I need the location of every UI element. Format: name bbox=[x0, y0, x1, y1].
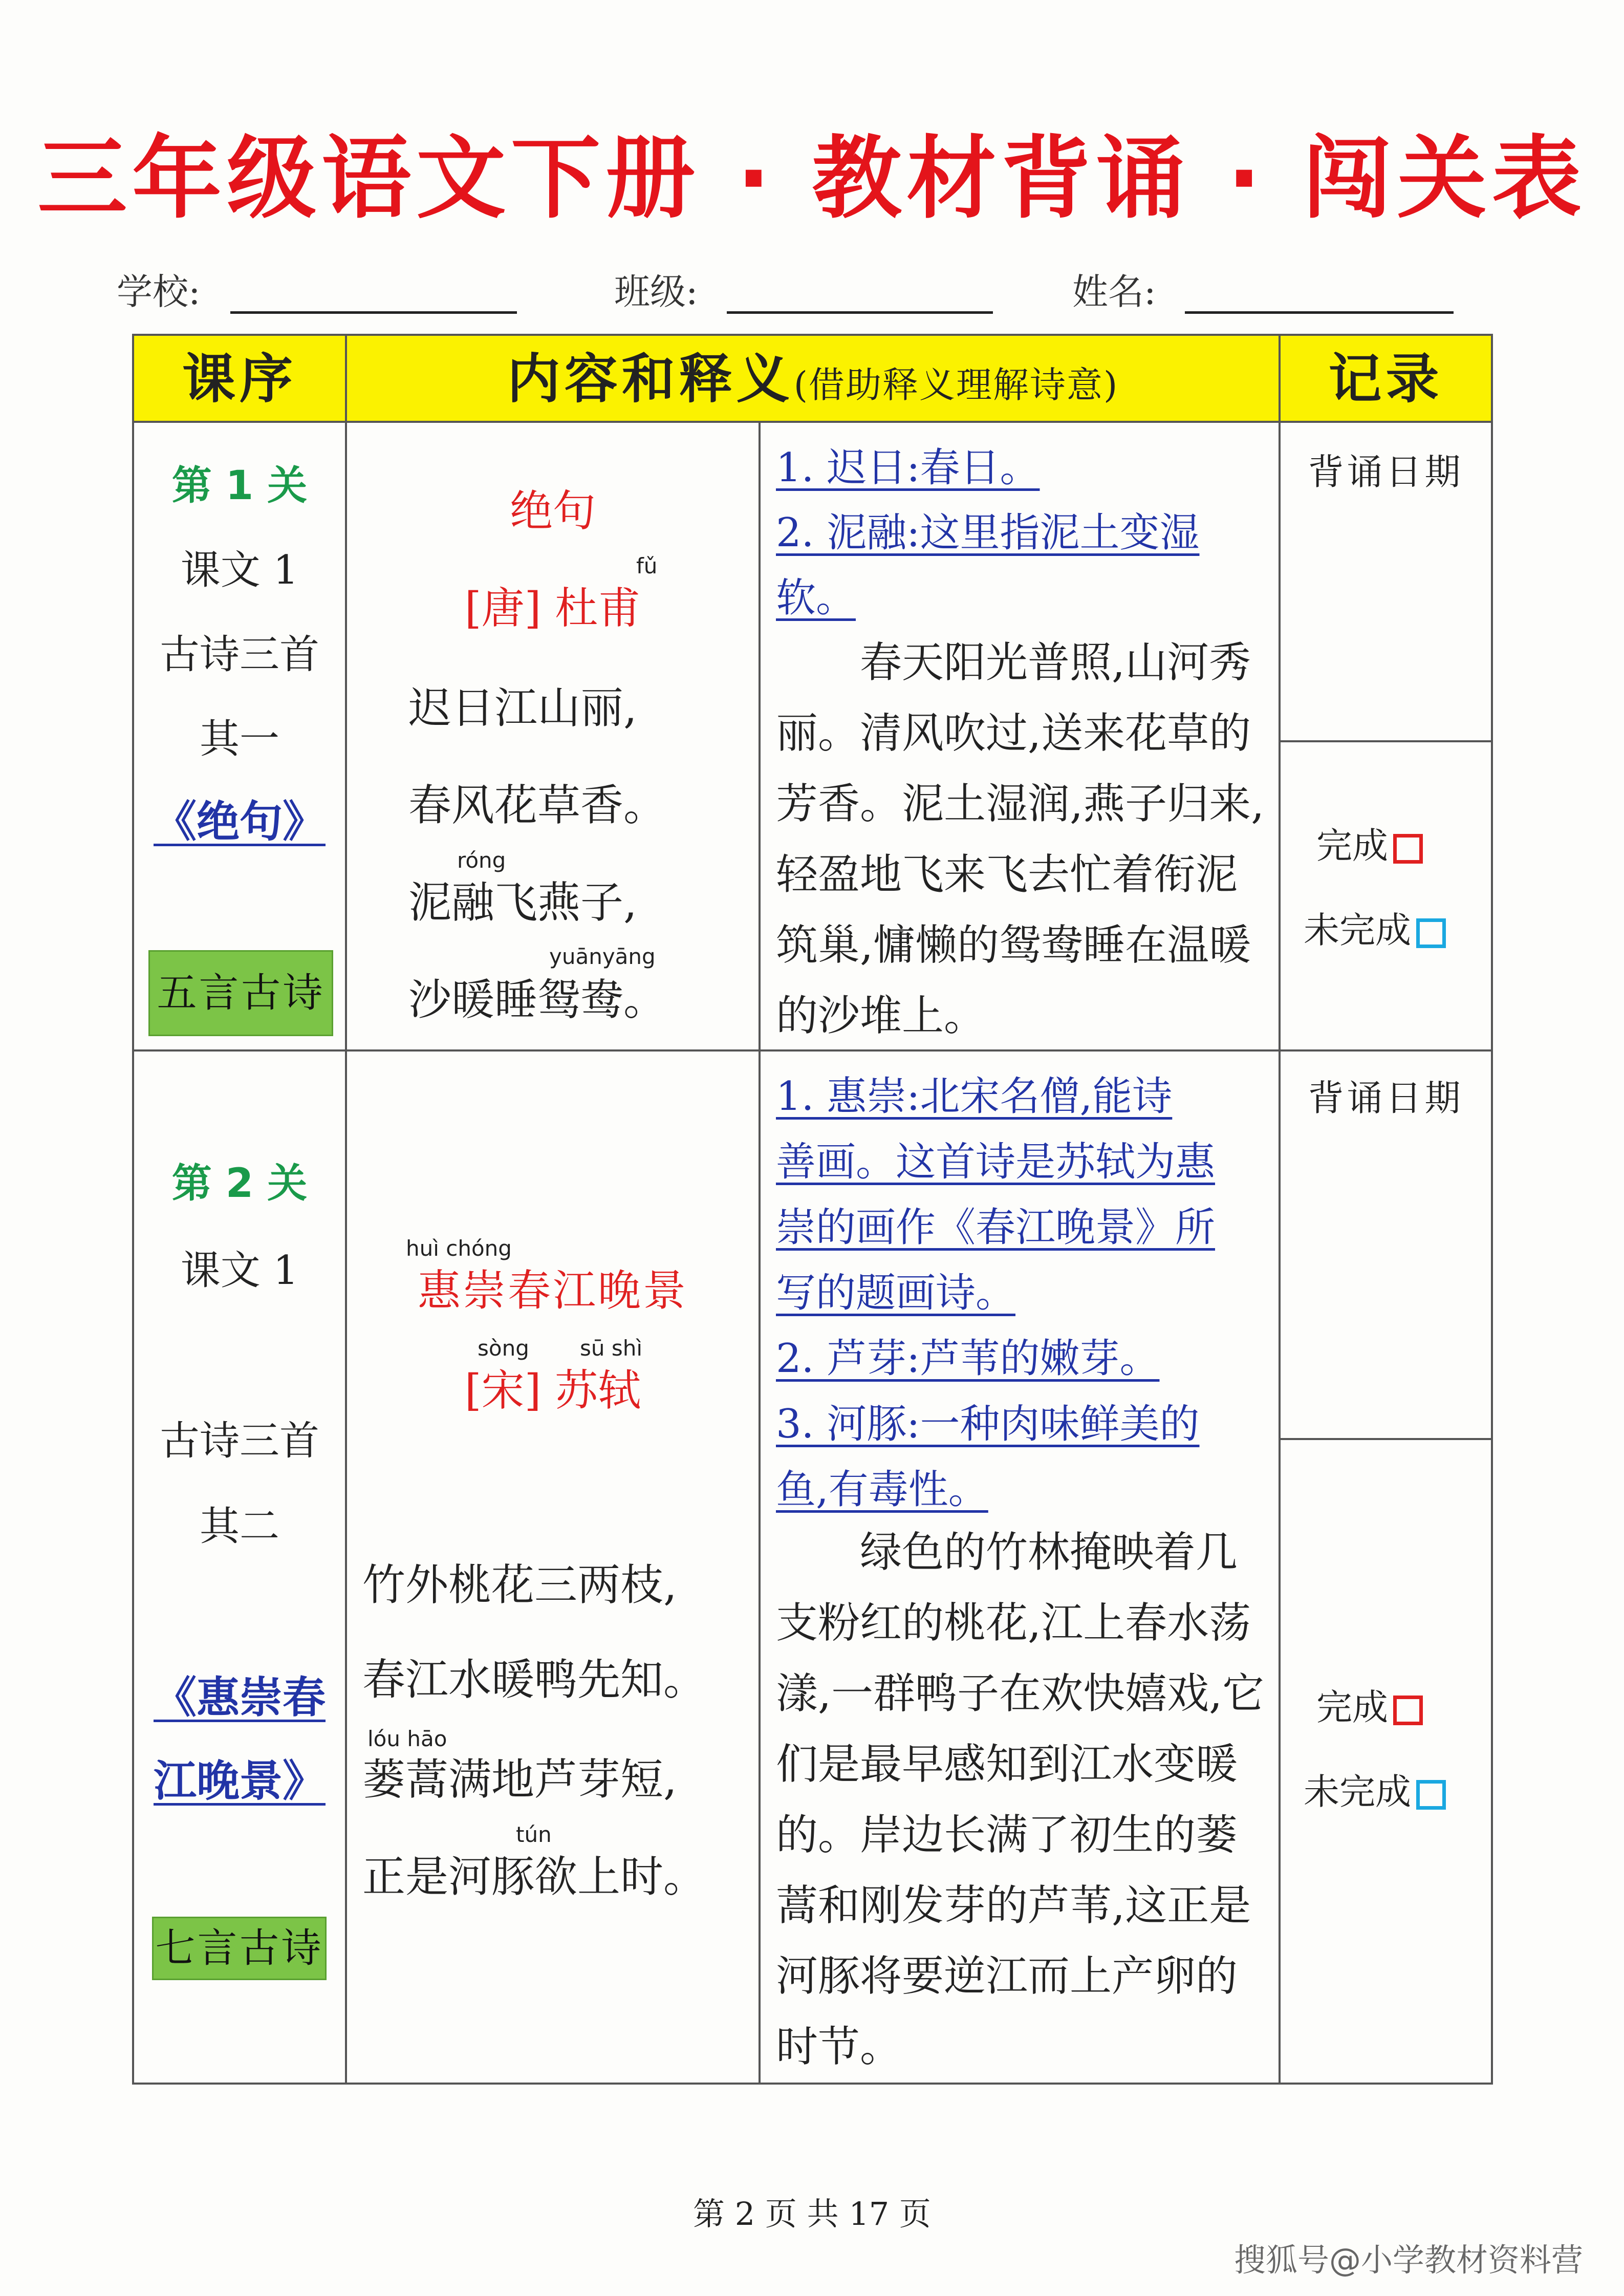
recite-date-label: 背诵日期 bbox=[1308, 451, 1464, 493]
not-done-option[interactable]: 未完成 bbox=[1304, 902, 1446, 953]
record-cell bbox=[1280, 422, 1492, 1050]
pinyin-annotation: róng bbox=[457, 848, 506, 873]
explanation-text: 绿色的竹林掩映着几支粉红的桃花,江上春水荡漾,一群鸭子在欢快嬉戏,它们是最早感知到江水变暖的。岸边长满了初生的蒌蒿和刚发芽的芦苇,这正是河豚将要逆江而上产卵的时节。 bbox=[776, 1528, 1265, 2071]
name-field[interactable] bbox=[1185, 311, 1454, 314]
note-line: 鱼,有毒性。 bbox=[776, 1467, 988, 1513]
poem-line: 竹外桃花三两枝, bbox=[362, 1560, 677, 1610]
pinyin-annotation: fǔ bbox=[636, 553, 658, 578]
class-label: 班级: bbox=[614, 271, 698, 313]
poem-form-tag: 五言古诗 bbox=[148, 950, 333, 1036]
poem-line: 蒌蒿满地芦芽短, bbox=[362, 1754, 677, 1805]
recitation-table bbox=[132, 334, 1493, 2085]
explanation-cell bbox=[760, 422, 1280, 1050]
table-header bbox=[133, 335, 1492, 422]
note-line: 善画。这首诗是苏轼为惠 bbox=[776, 1139, 1216, 1185]
note-line: 1. 惠崇:北宋名僧,能诗 bbox=[776, 1074, 1173, 1120]
poem-line: 沙暖睡鸳鸯。 bbox=[408, 975, 667, 1025]
pinyin-annotation: sū shì bbox=[580, 1336, 643, 1361]
name-label: 姓名: bbox=[1072, 271, 1156, 313]
poem-line: 泥融飞燕子, bbox=[408, 877, 637, 928]
poem-link[interactable]: 《绝句》 bbox=[153, 796, 326, 847]
pinyin-annotation: lóu hāo bbox=[367, 1726, 447, 1751]
poem-link[interactable]: 江晚景》 bbox=[153, 1755, 326, 1806]
note-line: 软。 bbox=[776, 575, 856, 621]
poem-line: 春江水暖鸭先知。 bbox=[362, 1655, 707, 1705]
poem-line: 春风花草香。 bbox=[408, 780, 667, 830]
poem-author: [唐] 杜甫 bbox=[464, 583, 641, 633]
page-title: 三年级语文下册 · 教材背诵 · 闯关表 bbox=[37, 127, 1587, 231]
school-field[interactable] bbox=[230, 311, 517, 314]
level-cell bbox=[133, 1050, 346, 2084]
poem-cell bbox=[346, 422, 760, 1050]
poem-line: 正是河豚欲上时。 bbox=[362, 1852, 707, 1902]
checkbox-icon[interactable] bbox=[1393, 1696, 1423, 1725]
poem-title: 绝句 bbox=[509, 486, 596, 536]
poem-title: 惠崇春江晚景 bbox=[417, 1265, 688, 1316]
table-row bbox=[133, 1050, 1492, 2084]
level-label: 第 2 关 bbox=[171, 1161, 308, 1207]
lesson-label: 课文 1 bbox=[180, 1248, 299, 1294]
header-record: 记录 bbox=[1280, 335, 1492, 422]
pinyin-annotation: tún bbox=[516, 1822, 552, 1847]
level-label: 第 1 关 bbox=[171, 463, 308, 509]
pinyin-annotation: sòng bbox=[478, 1336, 529, 1361]
lesson-label: 课文 1 bbox=[180, 547, 299, 593]
done-option[interactable]: 完成 bbox=[1316, 1679, 1423, 1730]
checkbox-icon[interactable] bbox=[1416, 1780, 1446, 1810]
note-line: 写的题画诗。 bbox=[776, 1270, 1016, 1316]
part-label: 其二 bbox=[199, 1504, 279, 1550]
page-number: 第 2 页 共 17 页 bbox=[693, 2195, 931, 2233]
series-label: 古诗三首 bbox=[159, 632, 319, 678]
note-line: 3. 河豚:一种肉味鲜美的 bbox=[776, 1401, 1200, 1447]
table-row bbox=[133, 422, 1492, 1050]
school-label: 学校: bbox=[117, 271, 201, 313]
note-line: 2. 泥融:这里指泥土变湿 bbox=[776, 510, 1200, 556]
recite-date-label: 背诵日期 bbox=[1308, 1077, 1464, 1119]
level-cell bbox=[133, 422, 346, 1050]
done-option[interactable]: 完成 bbox=[1316, 817, 1423, 869]
explanation-cell bbox=[760, 1050, 1280, 2084]
poem-form-tag: 七言古诗 bbox=[152, 1917, 327, 1980]
pinyin-annotation: yuānyāng bbox=[549, 944, 656, 969]
note-line: 1. 迟日:春日。 bbox=[776, 445, 1040, 491]
checkbox-icon[interactable] bbox=[1393, 834, 1423, 864]
poem-link[interactable]: 《惠崇春 bbox=[153, 1672, 326, 1723]
not-done-option[interactable]: 未完成 bbox=[1304, 1763, 1446, 1815]
checkbox-icon[interactable] bbox=[1416, 918, 1446, 948]
note-line: 崇的画作《春江晚景》所 bbox=[776, 1205, 1216, 1251]
poem-author: [宋] 苏轼 bbox=[464, 1365, 641, 1415]
part-label: 其一 bbox=[199, 716, 279, 762]
header-lesson-order: 课序 bbox=[133, 335, 346, 422]
explanation-text: 春天阳光普照,山河秀丽。清风吹过,送来花草的芳香。泥土湿润,燕子归来,轻盈地飞来飞去忙着衔泥筑巢,慵懒的鸳鸯睡在温暖的沙堆上。 bbox=[776, 638, 1265, 1040]
poem-cell bbox=[346, 1050, 760, 2084]
header-content: 内容和释义(借助释义理解诗意) bbox=[346, 335, 1280, 422]
poem-line: 迟日江山丽, bbox=[408, 683, 637, 733]
watermark: 搜狐号@小学教材资料营 bbox=[1233, 2241, 1583, 2279]
note-line: 2. 芦芽:芦苇的嫩芽。 bbox=[776, 1336, 1160, 1382]
class-field[interactable] bbox=[727, 311, 993, 314]
series-label: 古诗三首 bbox=[159, 1418, 319, 1464]
info-line bbox=[0, 266, 1624, 317]
pinyin-annotation: huì chóng bbox=[406, 1236, 512, 1261]
record-cell bbox=[1280, 1050, 1492, 2084]
